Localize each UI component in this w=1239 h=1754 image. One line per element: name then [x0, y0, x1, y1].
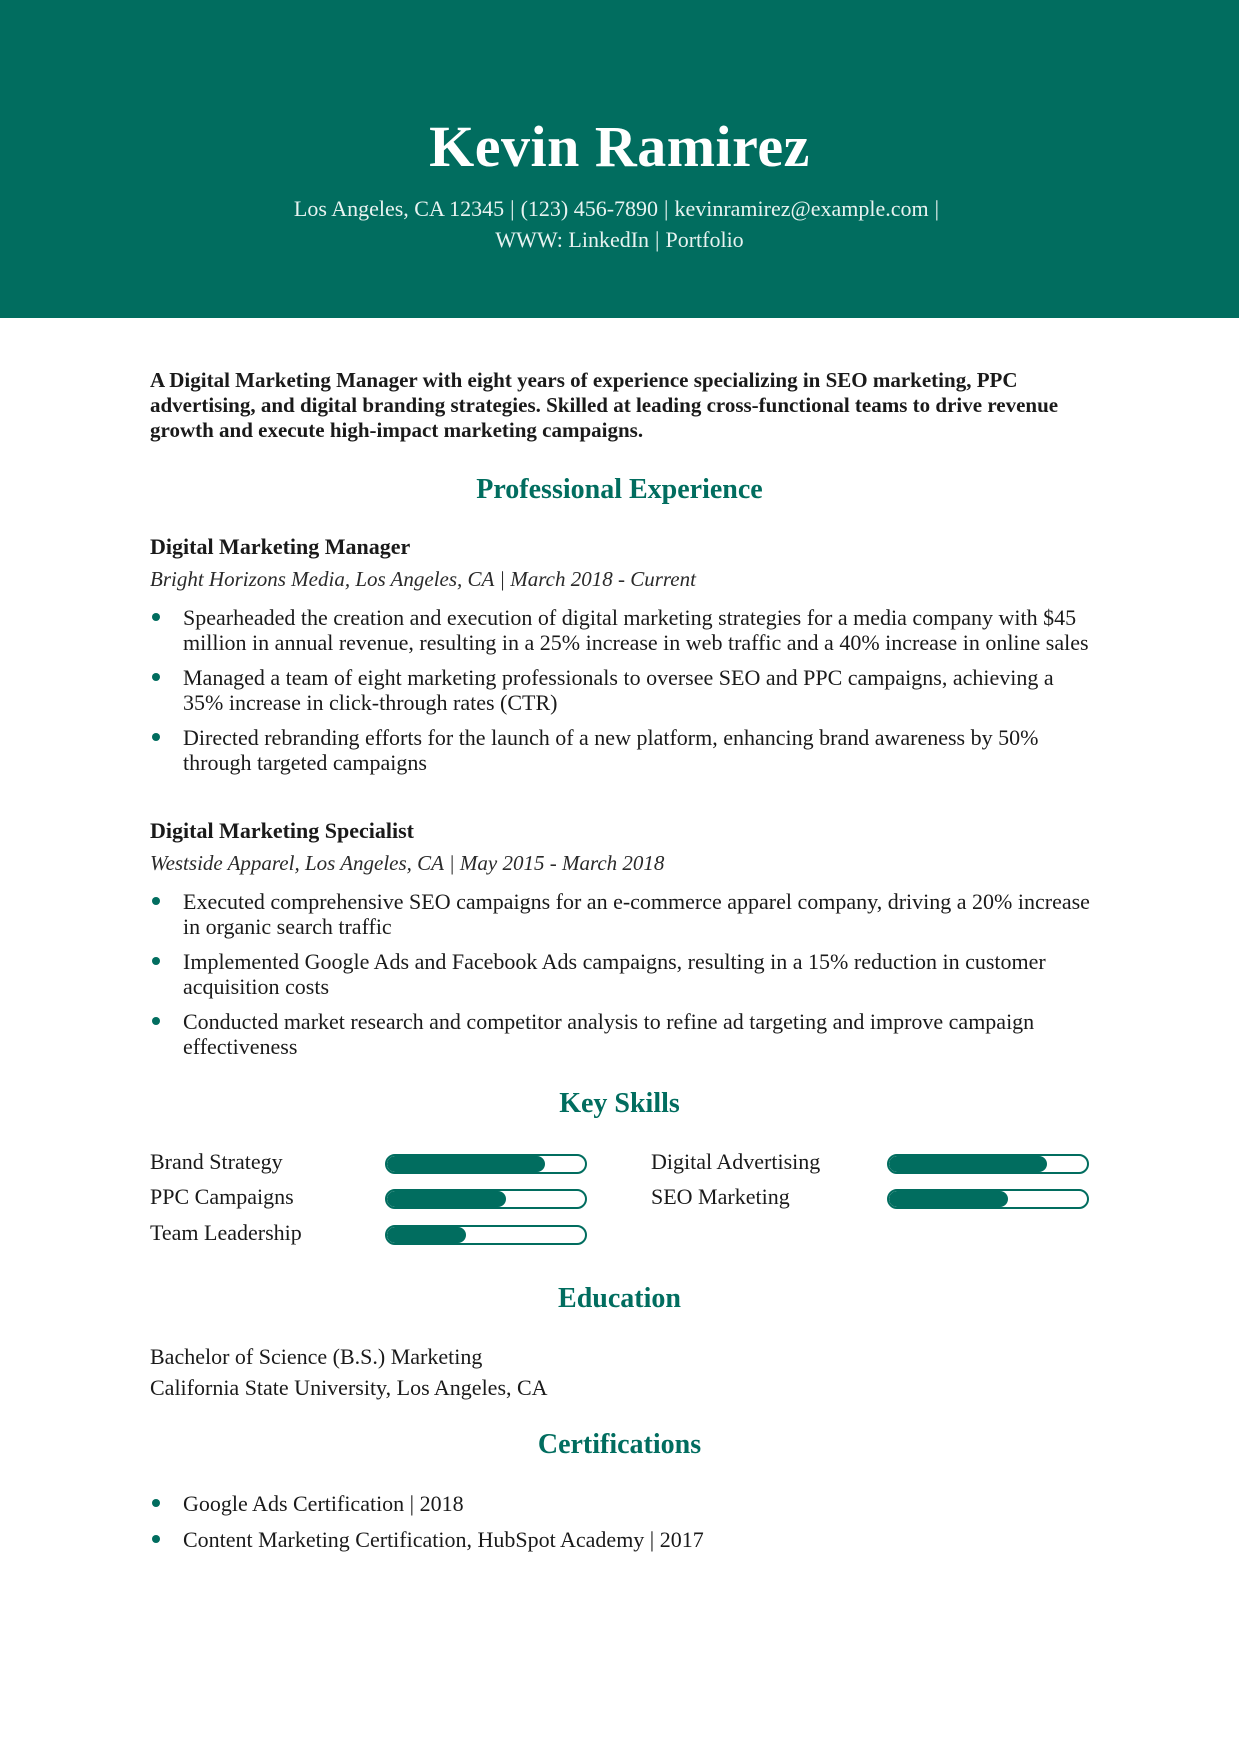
bullet-dot-icon [152, 613, 160, 621]
bullet-item [150, 665, 1090, 715]
contact-info [0, 193, 1239, 255]
skill-level-bar [385, 1225, 587, 1245]
job-title: Digital Marketing Manager [150, 534, 411, 559]
certification-text: Google Ads Certification | 2018 [183, 1491, 464, 1516]
bullet-dot-icon [152, 1535, 160, 1543]
separator: | [934, 196, 940, 221]
job-entry [150, 533, 1090, 785]
bullet-item [150, 889, 1090, 939]
skill-row [150, 1182, 590, 1212]
job-title: Digital Marketing Specialist [150, 818, 414, 843]
phone[interactable]: (123) 456-7890 [520, 196, 659, 221]
section-title-certifications: Certifications [537, 1429, 702, 1460]
skill-label: Team Leadership [150, 1220, 302, 1245]
education-entry [150, 1341, 1090, 1403]
email-link[interactable]: kevinramirez@example.com [674, 196, 929, 221]
bullet-text: Directed rebranding efforts for the launch of a new platform, enhancing brand awareness by 50% through targeted campaigns [183, 725, 1039, 775]
separator: | [655, 227, 660, 252]
bullet-item [150, 949, 1090, 999]
skill-row [651, 1182, 1091, 1212]
bullet-text: Managed a team of eight marketing professionals to oversee SEO and PPC campaigns, achieving a 35% increase in click-through rates (CTR) [183, 665, 1054, 715]
skill-label: Digital Advertising [651, 1149, 821, 1174]
location: Los Angeles, CA 12345 [293, 196, 505, 221]
bullet-item [150, 1009, 1090, 1059]
bullet-dot-icon [152, 1499, 160, 1507]
degree: Bachelor of Science (B.S.) Marketing [150, 1344, 483, 1369]
skill-level-bar [887, 1189, 1089, 1209]
bullet-dot-icon [152, 897, 160, 905]
bullet-dot-icon [152, 733, 160, 741]
professional-summary: A Digital Marketing Manager with eight years of experience specializing in SEO marketing, PPC advertising, and digital branding strategies. Skilled at leading cross-functional teams to drive revenue growth and execute high-impact marketing campaigns. [150, 368, 1059, 442]
school: California State University, Los Angeles, CA [150, 1375, 548, 1400]
skill-label: Brand Strategy [150, 1149, 283, 1174]
skill-level-fill [387, 1227, 466, 1243]
candidate-name: Kevin Ramirez [429, 114, 810, 179]
section-title-education: Education [558, 1283, 681, 1314]
job-meta: Bright Horizons Media, Los Angeles, CA | March 2018 - Current [150, 567, 696, 591]
portfolio-link[interactable]: Portfolio [665, 227, 744, 252]
skill-level-fill [387, 1191, 506, 1207]
contact-line-2 [0, 224, 1239, 255]
certifications-list [150, 1491, 1090, 1562]
certification-item [150, 1491, 1090, 1516]
linkedin-link[interactable]: LinkedIn [568, 227, 650, 252]
separator: | [664, 196, 669, 221]
job-bullets [150, 889, 1090, 1059]
bullet-dot-icon [152, 673, 160, 681]
www-label: WWW: [495, 227, 563, 252]
skill-level-bar [887, 1154, 1089, 1174]
bullet-item [150, 725, 1090, 775]
skill-level-fill [889, 1191, 1008, 1207]
skill-level-bar [385, 1189, 587, 1209]
header-banner [0, 0, 1239, 318]
certification-bullets [150, 1491, 1090, 1552]
bullet-text: Spearheaded the creation and execution of digital marketing strategies for a media company with $45 million in annual revenue, resulting in a 25% increase in web traffic and a 40% increase in online sales [183, 605, 1089, 655]
bullet-dot-icon [152, 957, 160, 965]
skill-row [150, 1147, 590, 1177]
section-title-skills: Key Skills [559, 1088, 680, 1119]
skill-label: SEO Marketing [651, 1184, 790, 1209]
skill-level-bar [385, 1154, 587, 1174]
section-title-experience: Professional Experience [476, 474, 763, 505]
bullet-text: Executed comprehensive SEO campaigns for an e-commerce apparel company, driving a 20% increase in organic search traffic [183, 889, 1090, 939]
certification-item [150, 1527, 1090, 1552]
bullet-text: Conducted market research and competitor analysis to refine ad targeting and improve campaign effectiveness [183, 1009, 1035, 1059]
skill-level-fill [387, 1156, 545, 1172]
job-bullets [150, 605, 1090, 775]
certification-text: Content Marketing Certification, HubSpot Academy | 2017 [183, 1527, 704, 1552]
skill-level-fill [889, 1156, 1047, 1172]
bullet-text: Implemented Google Ads and Facebook Ads campaigns, resulting in a 15% reduction in customer acquisition costs [183, 949, 1046, 999]
bullet-dot-icon [152, 1017, 160, 1025]
skill-row [150, 1218, 590, 1248]
job-entry [150, 817, 1090, 1069]
bullet-item [150, 605, 1090, 655]
job-meta: Westside Apparel, Los Angeles, CA | May 2015 - March 2018 [150, 851, 665, 875]
contact-line-1 [0, 193, 1239, 224]
skill-row [651, 1147, 1091, 1177]
separator: | [510, 196, 515, 221]
skill-label: PPC Campaigns [150, 1184, 294, 1209]
